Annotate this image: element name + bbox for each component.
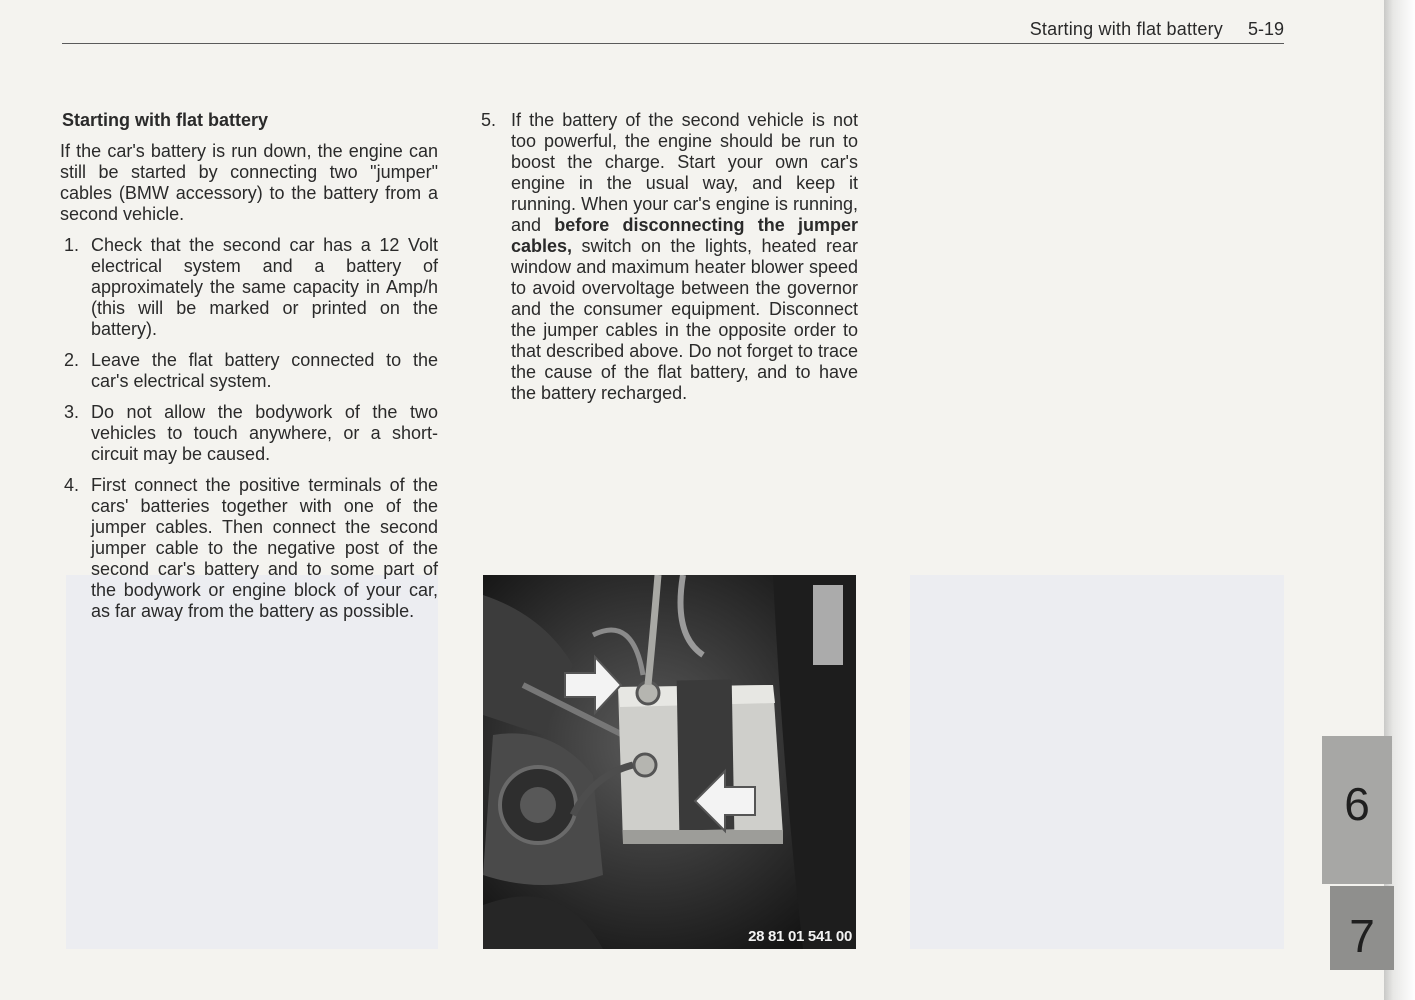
step-text-part: If the battery of the second vehicle is not too powerful, the engine should be run to boost the charge. Start your own car's engine in the usual way, and keep it running. When your car's engine is running, and [511, 110, 858, 235]
header-rule [62, 43, 1284, 44]
chapter-tab-7[interactable]: 7 [1330, 886, 1394, 970]
step-number: 5. [481, 110, 497, 130]
step-item [60, 235, 438, 340]
step-text: Check that the second car has a 12 Volt electrical system and a battery of approximately the same capacity in Amp/h (this will be marked or printed on the battery). [91, 235, 438, 339]
step-text: First connect the positive terminals of the cars' batteries together with one of the jumper cables. Then connect the second jumper cable to the negative post of the second car's battery and to some part of the bodywork or engine block of your car, as far away from the battery as possible. [91, 475, 438, 621]
battery-photo-illustration [483, 575, 856, 949]
background-panel-right [910, 575, 1284, 949]
step-number: 3. [64, 402, 80, 422]
step-text: Leave the flat battery connected to the car's electrical system. [91, 350, 438, 391]
step-item [60, 475, 438, 622]
step-item [60, 350, 438, 392]
step-item [480, 110, 858, 404]
intro-paragraph: If the car's battery is run down, the engine can still be started by connecting two "jumper" cables (BMW accessory) to the battery from a second vehicle. [60, 141, 438, 224]
step-item [60, 402, 438, 465]
steps-list-continued [480, 110, 858, 404]
left-column [60, 110, 438, 632]
battery-photo [483, 575, 856, 949]
step-text: Do not allow the bodywork of the two vehicles to touch anywhere, or a short-circuit may be caused. [91, 402, 438, 464]
running-header-title: Starting with flat battery [1029, 19, 1223, 39]
page-number: 5-19 [1247, 19, 1284, 39]
photo-reference-code: 28 81 01 541 00 [748, 928, 852, 945]
section-title: Starting with flat battery [62, 110, 269, 130]
step-text-part: switch on the lights, heated rear window and maximum heater blower speed to avoid overvoltage between the governor and the consumer equipment. Disconnect the jumper cables in the opposite order to that described above. Do not forget to trace the cause of the flat battery, and to have the battery recharged. [511, 236, 858, 403]
step-text-bold: before disconnecting the jumper cables, [511, 215, 858, 256]
steps-list [60, 235, 438, 622]
chapter-tab-6[interactable]: 6 [1322, 736, 1392, 884]
step-number: 1. [64, 235, 80, 255]
middle-column [480, 110, 858, 414]
step-number: 2. [64, 350, 80, 370]
step-number: 4. [64, 475, 80, 495]
